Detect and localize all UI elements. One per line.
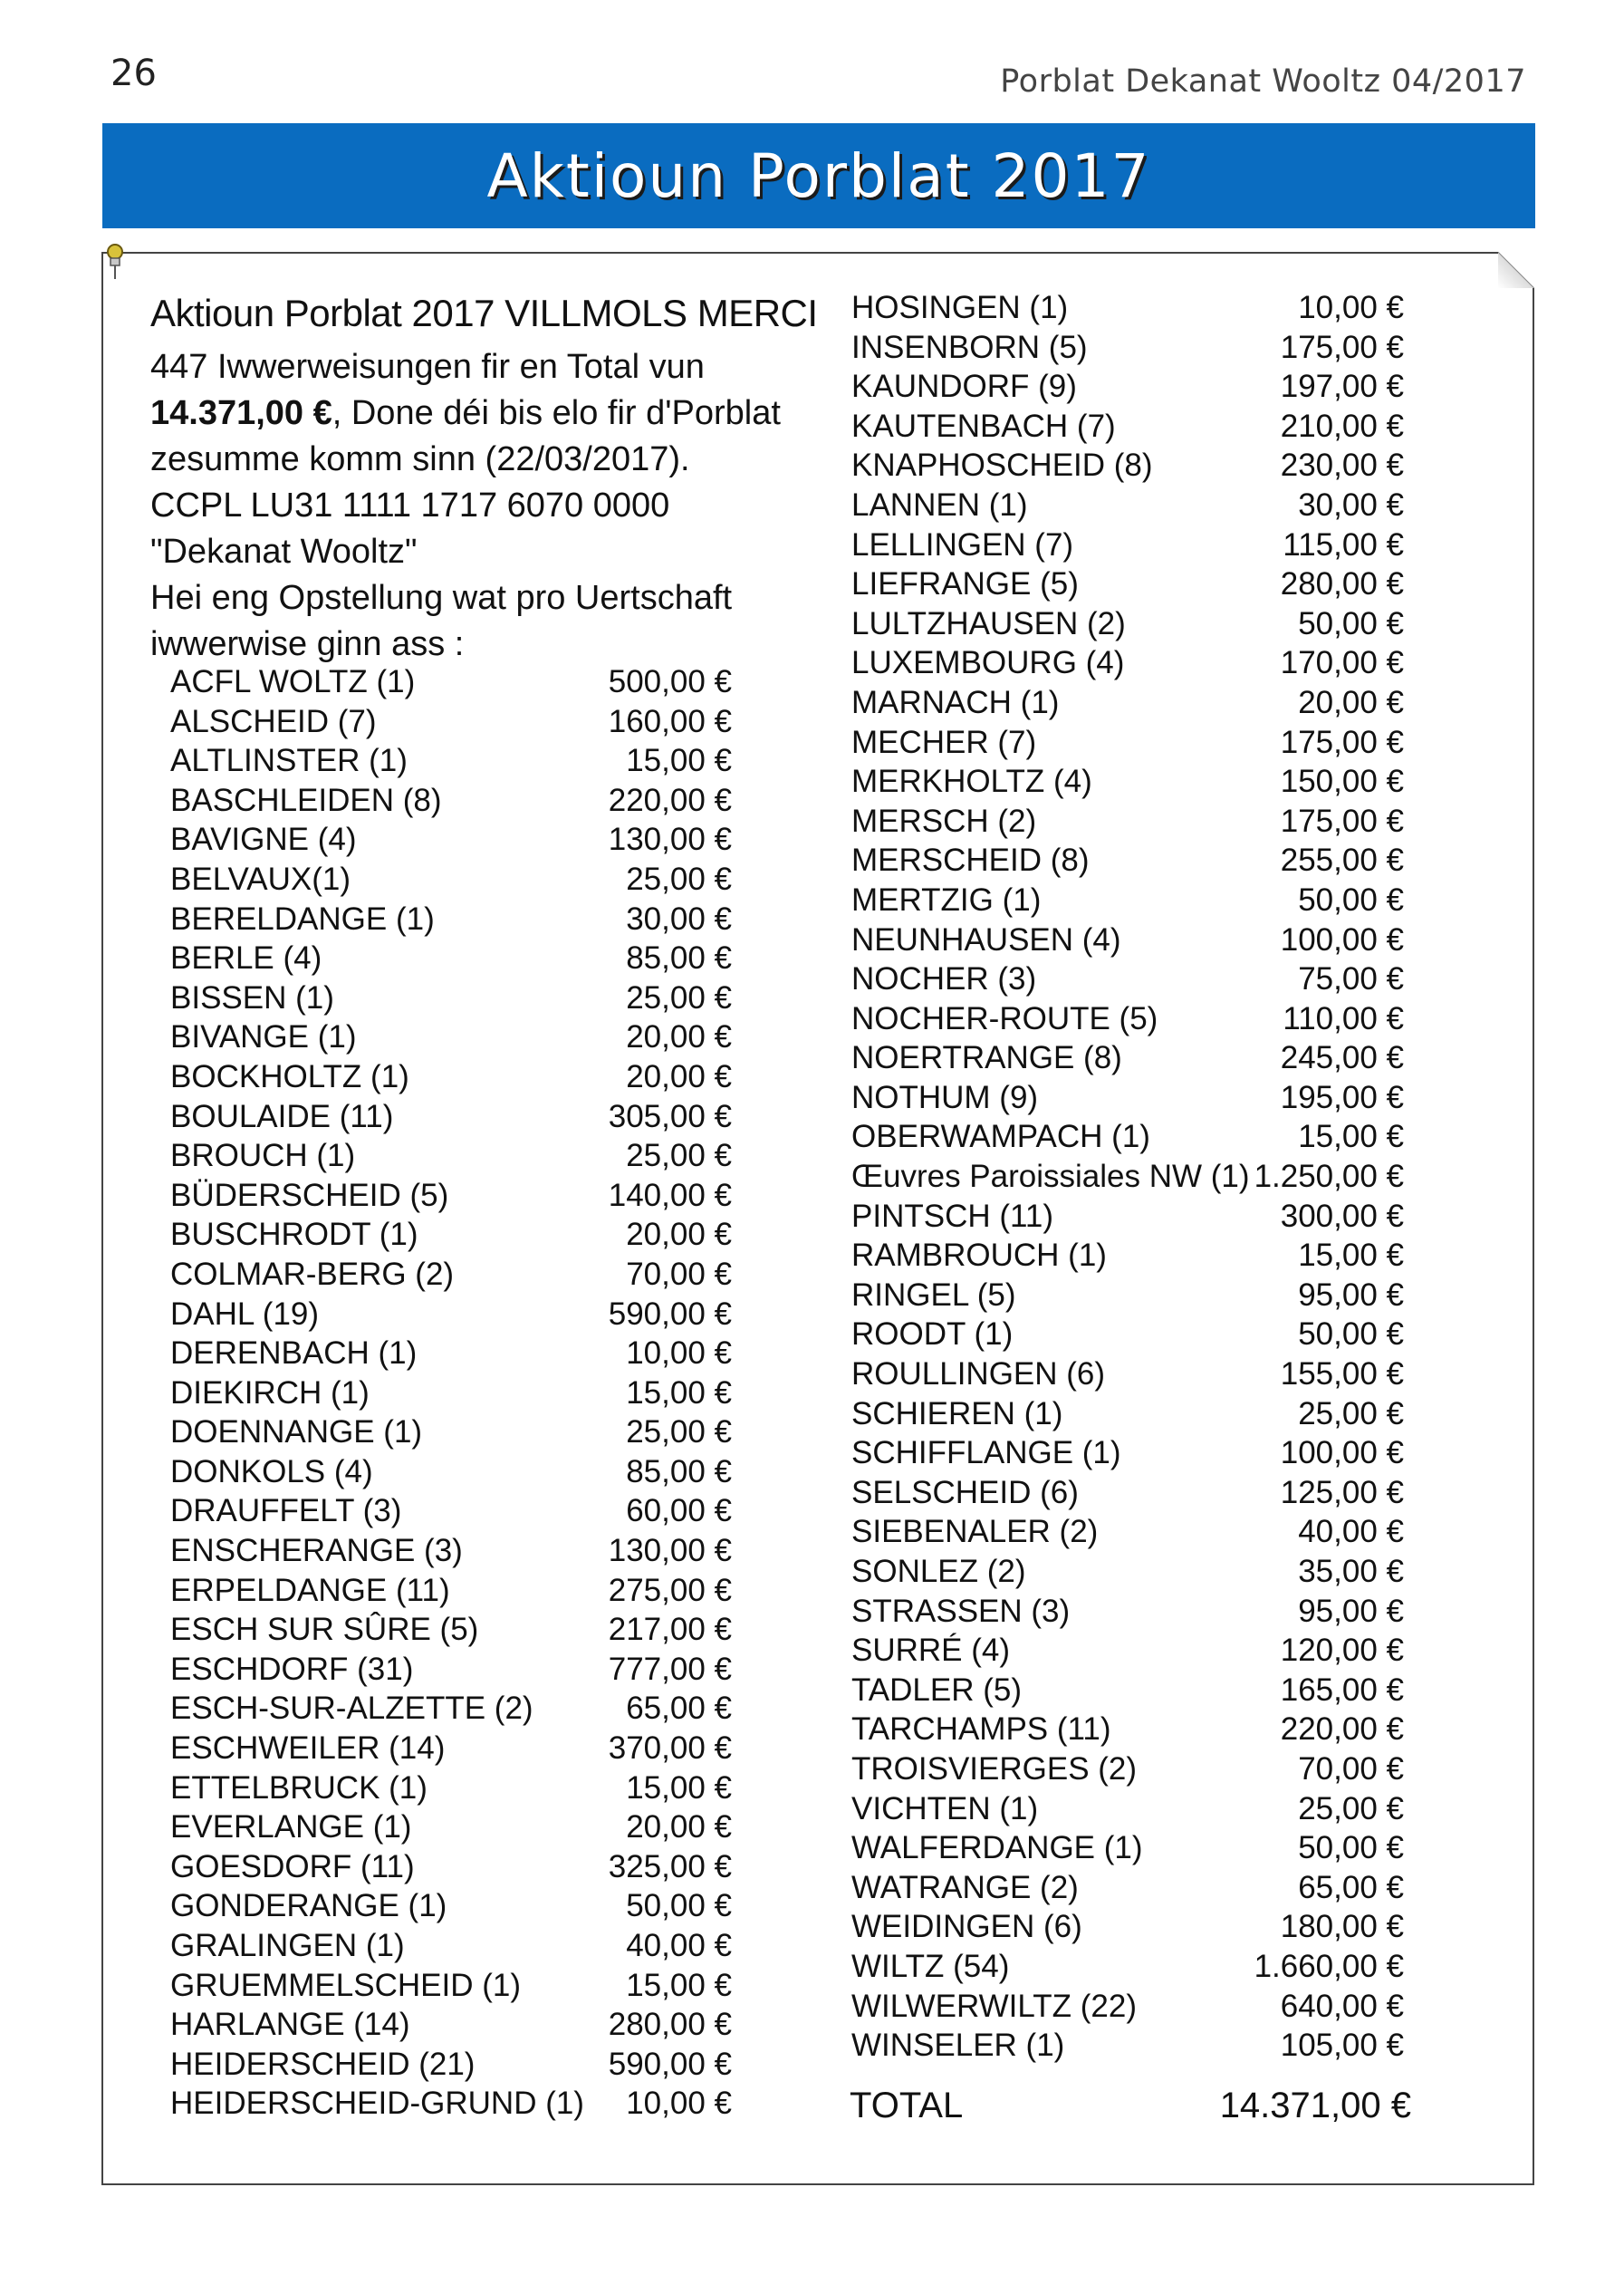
- donation-row: [851, 1238, 1404, 1277]
- donations-list-left: [170, 664, 732, 2125]
- total-amount-inline: 14.371,00 €: [150, 394, 332, 432]
- donation-amount: 155,00 €: [1280, 1356, 1404, 1392]
- banner-title: Aktioun Porblat 2017: [486, 140, 1151, 211]
- donation-amount: 105,00 €: [1280, 2028, 1404, 2064]
- locality-name: INSENBORN (5): [851, 329, 1088, 365]
- donation-row: [851, 566, 1404, 606]
- locality-name: BELVAUX(1): [170, 861, 351, 897]
- locality-name: WATRANGE (2): [851, 1869, 1079, 1905]
- locality-name: KAUNDORF (9): [851, 369, 1077, 405]
- donation-amount: 160,00 €: [608, 703, 732, 739]
- pushpin-icon: [105, 243, 125, 281]
- locality-name: BERELDANGE (1): [170, 901, 435, 937]
- donation-row: [170, 664, 732, 704]
- donation-amount: 20,00 €: [626, 1809, 732, 1845]
- locality-name: LUXEMBOURG (4): [851, 645, 1125, 681]
- donation-row: [170, 1493, 732, 1533]
- locality-name: RAMBROUCH (1): [851, 1238, 1107, 1274]
- locality-name: BOCKHOLTZ (1): [170, 1058, 409, 1094]
- donation-row: [851, 606, 1404, 646]
- locality-name: EVERLANGE (1): [170, 1809, 412, 1845]
- locality-name: NOCHER (3): [851, 961, 1037, 997]
- donation-row: [170, 1573, 732, 1613]
- donation-amount: 15,00 €: [626, 1374, 732, 1411]
- donation-row: [851, 487, 1404, 527]
- donation-row: [851, 1475, 1404, 1515]
- donation-row: [851, 1989, 1404, 2028]
- donation-row: [170, 1691, 732, 1730]
- donation-row: [851, 1396, 1404, 1436]
- donation-row: [170, 1849, 732, 1889]
- donation-row: [851, 1949, 1404, 1989]
- intro-line: [150, 390, 839, 437]
- intro-line: Hei eng Opstellung wat pro Uertschaft: [150, 579, 733, 617]
- intro-line: 447 Iwwerweisungen fir en Total vun: [150, 348, 705, 386]
- locality-name: TROISVIERGES (2): [851, 1750, 1138, 1787]
- locality-name: MERKHOLTZ (4): [851, 764, 1092, 800]
- locality-name: DAHL (19): [170, 1296, 320, 1332]
- donation-amount: 175,00 €: [1280, 329, 1404, 365]
- locality-name: WILTZ (54): [851, 1948, 1010, 1984]
- donation-row: [170, 1257, 732, 1296]
- locality-name: KNAPHOSCHEID (8): [851, 448, 1153, 484]
- locality-name: LIEFRANGE (5): [851, 566, 1079, 602]
- locality-name: ENSCHERANGE (3): [170, 1533, 463, 1569]
- locality-name: WINSELER (1): [851, 2028, 1065, 2064]
- locality-name: SELSCHEID (6): [851, 1474, 1079, 1510]
- donation-amount: 85,00 €: [626, 940, 732, 977]
- donation-row: [170, 1019, 732, 1059]
- donation-row: [170, 1612, 732, 1652]
- donation-amount: 65,00 €: [626, 1691, 732, 1727]
- donation-amount: 110,00 €: [1283, 1000, 1404, 1036]
- locality-name: GRUEMMELSCHEID (1): [170, 1967, 521, 2003]
- donation-row: [170, 1928, 732, 1968]
- donation-amount: 150,00 €: [1280, 764, 1404, 800]
- donation-amount: 175,00 €: [1280, 724, 1404, 760]
- donation-row: [170, 1414, 732, 1454]
- locality-name: HEIDERSCHEID (21): [170, 2046, 476, 2082]
- donation-amount: 85,00 €: [626, 1453, 732, 1489]
- locality-name: SIEBENALER (2): [851, 1514, 1099, 1550]
- donation-row: [170, 1533, 732, 1573]
- donation-row: [170, 1968, 732, 2008]
- donation-row: [851, 1830, 1404, 1870]
- donation-amount: 255,00 €: [1280, 843, 1404, 879]
- account-holder: "Dekanat Wooltz": [150, 533, 418, 571]
- donation-row: [851, 290, 1404, 330]
- donation-amount: 130,00 €: [608, 1533, 732, 1569]
- locality-name: MECHER (7): [851, 724, 1037, 760]
- donation-row: [170, 822, 732, 862]
- donation-amount: 1.660,00 €: [1254, 1948, 1404, 1984]
- donation-amount: 20,00 €: [1298, 684, 1404, 720]
- donation-row: [851, 1672, 1404, 1712]
- donation-row: [851, 804, 1404, 843]
- locality-name: PINTSCH (11): [851, 1198, 1053, 1234]
- donation-row: [851, 1277, 1404, 1317]
- locality-name: DOENNANGE (1): [170, 1414, 423, 1450]
- locality-name: MERSCH (2): [851, 803, 1037, 839]
- donation-row: [170, 1652, 732, 1691]
- donation-row: [170, 1730, 732, 1770]
- locality-name: ESCH-SUR-ALZETTE (2): [170, 1691, 533, 1727]
- donation-row: [851, 1435, 1404, 1475]
- donation-amount: 65,00 €: [1298, 1869, 1404, 1905]
- donation-amount: 230,00 €: [1280, 448, 1404, 484]
- donation-amount: 325,00 €: [608, 1848, 732, 1884]
- publication-header: Porblat Dekanat Wooltz 04/2017: [1000, 63, 1526, 100]
- locality-name: ERPELDANGE (11): [170, 1572, 450, 1608]
- donation-amount: 70,00 €: [1298, 1750, 1404, 1787]
- locality-name: HOSINGEN (1): [851, 290, 1069, 325]
- donation-row: [851, 1159, 1404, 1199]
- intro-title: Aktioun Porblat 2017 VILLMOLS MERCI: [150, 292, 818, 334]
- donation-amount: 115,00 €: [1283, 526, 1404, 563]
- donation-amount: 30,00 €: [1298, 487, 1404, 523]
- donation-amount: 640,00 €: [1280, 1988, 1404, 2024]
- donation-row: [170, 940, 732, 980]
- donation-row: [170, 1178, 732, 1218]
- locality-name: ALSCHEID (7): [170, 703, 377, 739]
- donation-row: [851, 2028, 1404, 2067]
- donation-amount: 125,00 €: [1280, 1474, 1404, 1510]
- donation-row: [851, 882, 1404, 922]
- donation-row: [851, 1751, 1404, 1791]
- donation-row: [851, 961, 1404, 1001]
- donation-row: [851, 645, 1404, 685]
- donation-amount: 280,00 €: [608, 2007, 732, 2043]
- locality-name: BIVANGE (1): [170, 1019, 357, 1055]
- donation-row: [851, 1870, 1404, 1910]
- total-label: TOTAL: [850, 2086, 964, 2125]
- donation-amount: 100,00 €: [1280, 921, 1404, 958]
- locality-name: MERSCHEID (8): [851, 843, 1090, 879]
- title-banner: [102, 123, 1535, 228]
- donation-row: [851, 1040, 1404, 1080]
- donation-amount: 217,00 €: [608, 1612, 732, 1648]
- donation-amount: 25,00 €: [1298, 1790, 1404, 1826]
- donation-amount: 280,00 €: [1280, 566, 1404, 602]
- locality-name: HEIDERSCHEID-GRUND (1): [170, 2086, 584, 2122]
- locality-name: ESCHDORF (31): [170, 1651, 414, 1687]
- locality-name: DIEKIRCH (1): [170, 1374, 370, 1411]
- donations-list-right: [851, 290, 1404, 2067]
- donation-row: [170, 1809, 732, 1849]
- donation-amount: 120,00 €: [1280, 1633, 1404, 1669]
- donation-row: [851, 409, 1404, 448]
- donation-amount: 50,00 €: [1298, 882, 1404, 918]
- donation-amount: 500,00 €: [608, 664, 732, 699]
- donation-row: [851, 1001, 1404, 1041]
- donation-row: [170, 901, 732, 941]
- donation-row: [170, 704, 732, 744]
- donation-row: [851, 1119, 1404, 1159]
- locality-name: ACFL WOLTZ (1): [170, 664, 416, 699]
- donation-row: [851, 764, 1404, 804]
- locality-name: NOTHUM (9): [851, 1079, 1039, 1115]
- donation-row: [170, 1375, 732, 1415]
- donation-amount: 140,00 €: [608, 1177, 732, 1213]
- locality-name: WILWERWILTZ (22): [851, 1988, 1137, 2024]
- locality-name: MERTZIG (1): [851, 882, 1042, 918]
- locality-name: WALFERDANGE (1): [851, 1830, 1143, 1866]
- locality-name: DRAUFFELT (3): [170, 1493, 402, 1529]
- donation-amount: 75,00 €: [1298, 961, 1404, 997]
- donation-amount: 15,00 €: [626, 1967, 732, 2003]
- donation-row: [170, 1454, 732, 1494]
- locality-name: ROODT (1): [851, 1316, 1014, 1353]
- locality-name: TARCHAMPS (11): [851, 1711, 1111, 1748]
- donation-amount: 15,00 €: [1298, 1238, 1404, 1274]
- donation-row: [170, 1335, 732, 1375]
- donation-amount: 15,00 €: [626, 1769, 732, 1806]
- donation-amount: 40,00 €: [626, 1928, 732, 1963]
- donation-amount: 170,00 €: [1280, 645, 1404, 681]
- locality-name: SURRÉ (4): [851, 1633, 1011, 1669]
- donation-amount: 50,00 €: [1298, 1830, 1404, 1866]
- donation-amount: 50,00 €: [626, 1888, 732, 1924]
- donation-row: [170, 1770, 732, 1810]
- locality-name: MARNACH (1): [851, 684, 1060, 720]
- locality-name: BÜDERSCHEID (5): [170, 1177, 449, 1213]
- donation-row: [851, 1316, 1404, 1356]
- locality-name: GRALINGEN (1): [170, 1928, 405, 1963]
- donation-amount: 210,00 €: [1280, 408, 1404, 444]
- locality-name: NEUNHAUSEN (4): [851, 921, 1121, 958]
- donation-row: [851, 448, 1404, 487]
- locality-name: VICHTEN (1): [851, 1790, 1039, 1826]
- donation-amount: 165,00 €: [1280, 1672, 1404, 1708]
- locality-name: LELLINGEN (7): [851, 526, 1074, 563]
- locality-name: BASCHLEIDEN (8): [170, 782, 442, 818]
- donation-amount: 180,00 €: [1280, 1909, 1404, 1945]
- locality-name: COLMAR-BERG (2): [170, 1256, 455, 1292]
- locality-name: RINGEL (5): [851, 1277, 1016, 1313]
- locality-name: ESCHWEILER (14): [170, 1730, 446, 1767]
- locality-name: WEIDINGEN (6): [851, 1909, 1082, 1945]
- donation-amount: 20,00 €: [626, 1058, 732, 1094]
- donation-amount: 275,00 €: [608, 1572, 732, 1608]
- locality-name: BERLE (4): [170, 940, 322, 977]
- donation-row: [170, 1217, 732, 1257]
- locality-name: STRASSEN (3): [851, 1593, 1071, 1629]
- donation-row: [170, 980, 732, 1020]
- donation-amount: 300,00 €: [1280, 1198, 1404, 1234]
- donation-amount: 10,00 €: [626, 1335, 732, 1372]
- donation-amount: 10,00 €: [626, 2086, 732, 2122]
- intro-line: iwwerwise ginn ass :: [150, 625, 465, 663]
- donation-amount: 130,00 €: [608, 822, 732, 858]
- intro-line: zesumme komm sinn (22/03/2017).: [150, 440, 690, 478]
- donation-amount: 175,00 €: [1280, 803, 1404, 839]
- donation-amount: 25,00 €: [1298, 1395, 1404, 1431]
- locality-name: ETTELBRUCK (1): [170, 1769, 428, 1806]
- donation-amount: 195,00 €: [1280, 1079, 1404, 1115]
- donation-row: [170, 1099, 732, 1139]
- donation-row: [851, 330, 1404, 370]
- locality-name: BAVIGNE (4): [170, 822, 357, 858]
- locality-name: Œuvres Paroissiales NW (1): [851, 1159, 1250, 1195]
- frame-top-border: [101, 252, 1498, 254]
- donation-amount: 35,00 €: [1298, 1554, 1404, 1589]
- donation-amount: 220,00 €: [1280, 1711, 1404, 1748]
- locality-name: BISSEN (1): [170, 979, 334, 1016]
- donation-amount: 25,00 €: [626, 979, 732, 1016]
- bank-account: CCPL LU31 1111 1717 6070 0000: [150, 487, 670, 525]
- donation-amount: 20,00 €: [626, 1217, 732, 1253]
- donation-amount: 30,00 €: [626, 901, 732, 937]
- intro-line-rest: , Done déi bis elo fir d'Porblat: [332, 394, 781, 432]
- donation-row: [851, 725, 1404, 765]
- locality-name: LULTZHAUSEN (2): [851, 605, 1126, 641]
- locality-name: NOERTRANGE (8): [851, 1040, 1122, 1076]
- donation-amount: 60,00 €: [626, 1493, 732, 1529]
- page-number: 26: [111, 53, 157, 94]
- donation-row: [851, 1199, 1404, 1238]
- donation-amount: 50,00 €: [1298, 1316, 1404, 1353]
- donation-row: [170, 1138, 732, 1178]
- donation-row: [170, 783, 732, 823]
- donation-amount: 25,00 €: [626, 1138, 732, 1174]
- donation-amount: 15,00 €: [1298, 1119, 1404, 1155]
- donation-row: [851, 1633, 1404, 1672]
- donation-row: [851, 685, 1404, 725]
- donation-amount: 197,00 €: [1280, 369, 1404, 405]
- donation-row: [851, 527, 1404, 567]
- locality-name: TADLER (5): [851, 1672, 1022, 1708]
- donation-row: [851, 1514, 1404, 1554]
- locality-name: BOULAIDE (11): [170, 1098, 394, 1134]
- donation-row: [851, 369, 1404, 409]
- donation-row: [851, 1594, 1404, 1633]
- donation-row: [170, 1059, 732, 1099]
- intro-text: [150, 344, 839, 668]
- locality-name: ALTLINSTER (1): [170, 743, 408, 779]
- donation-amount: 25,00 €: [626, 861, 732, 897]
- locality-name: LANNEN (1): [851, 487, 1028, 523]
- donation-row: [851, 1909, 1404, 1949]
- donation-amount: 245,00 €: [1280, 1040, 1404, 1076]
- donation-amount: 1.250,00 €: [1254, 1159, 1404, 1195]
- donation-amount: 590,00 €: [608, 1296, 732, 1332]
- locality-name: BROUCH (1): [170, 1138, 356, 1174]
- donation-amount: 777,00 €: [608, 1651, 732, 1687]
- page-curl-corner: [1498, 252, 1534, 288]
- donation-row: [170, 2047, 732, 2086]
- donation-amount: 20,00 €: [626, 1019, 732, 1055]
- donation-amount: 70,00 €: [626, 1256, 732, 1292]
- locality-name: SCHIFFLANGE (1): [851, 1435, 1121, 1471]
- locality-name: OBERWAMPACH (1): [851, 1119, 1150, 1155]
- locality-name: GOESDORF (11): [170, 1848, 415, 1884]
- donation-row: [851, 843, 1404, 882]
- donation-row: [851, 922, 1404, 962]
- donation-amount: 95,00 €: [1298, 1593, 1404, 1629]
- donation-amount: 305,00 €: [608, 1098, 732, 1134]
- locality-name: ROULLINGEN (6): [851, 1356, 1106, 1392]
- donation-amount: 95,00 €: [1298, 1277, 1404, 1313]
- locality-name: HARLANGE (14): [170, 2007, 410, 2043]
- donation-row: [851, 1356, 1404, 1396]
- locality-name: KAUTENBACH (7): [851, 408, 1116, 444]
- locality-name: ESCH SUR SÛRE (5): [170, 1612, 479, 1648]
- donation-amount: 370,00 €: [608, 1730, 732, 1767]
- locality-name: DERENBACH (1): [170, 1335, 418, 1372]
- locality-name: BUSCHRODT (1): [170, 1217, 418, 1253]
- locality-name: NOCHER-ROUTE (5): [851, 1000, 1158, 1036]
- donation-row: [851, 1791, 1404, 1831]
- locality-name: GONDERANGE (1): [170, 1888, 447, 1924]
- donation-row: [851, 1554, 1404, 1594]
- donation-amount: 220,00 €: [608, 782, 732, 818]
- donation-row: [851, 1080, 1404, 1120]
- donation-row: [170, 1296, 732, 1336]
- locality-name: SONLEZ (2): [851, 1554, 1026, 1589]
- donation-row: [170, 862, 732, 901]
- donation-amount: 50,00 €: [1298, 605, 1404, 641]
- donation-amount: 15,00 €: [626, 743, 732, 779]
- donation-amount: 590,00 €: [608, 2046, 732, 2082]
- donation-row: [170, 2086, 732, 2125]
- locality-name: DONKOLS (4): [170, 1453, 373, 1489]
- locality-name: SCHIEREN (1): [851, 1395, 1063, 1431]
- donation-amount: 10,00 €: [1298, 290, 1404, 325]
- donation-row: [170, 1888, 732, 1928]
- donation-amount: 100,00 €: [1280, 1435, 1404, 1471]
- donation-row: [851, 1711, 1404, 1751]
- donation-row: [170, 743, 732, 783]
- donation-amount: 25,00 €: [626, 1414, 732, 1450]
- donation-amount: 40,00 €: [1298, 1514, 1404, 1550]
- donation-row: [170, 2007, 732, 2047]
- total-amount: 14.371,00 €: [1219, 2086, 1411, 2125]
